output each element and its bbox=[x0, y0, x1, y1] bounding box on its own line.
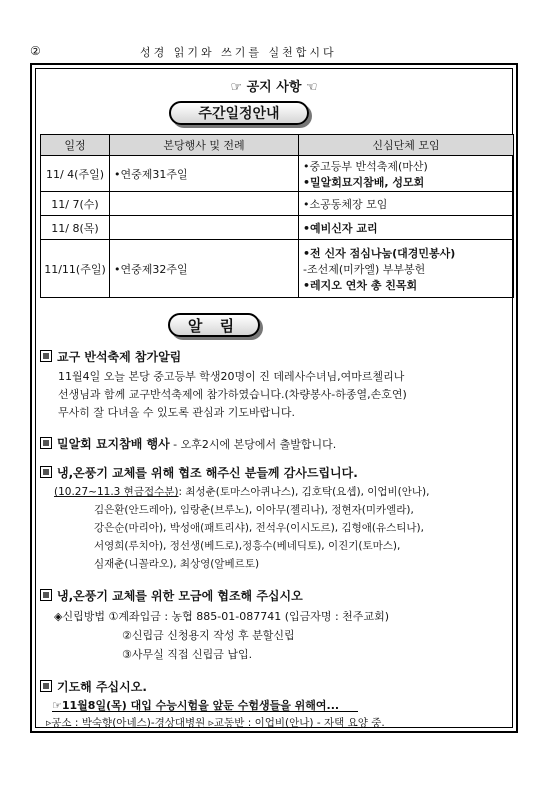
table-row bbox=[41, 216, 514, 240]
festival-line: 무사히 잘 다녀올 수 있도록 관심과 기도바랍니다. bbox=[58, 406, 295, 419]
group-line: •소공동체장 모임 bbox=[303, 197, 388, 211]
group-line: •전 신자 점심나눔(대경민봉사) bbox=[303, 246, 456, 260]
prayer-underline bbox=[52, 711, 358, 712]
festival-line: 선생님과 함께 교구반석축제에 참가하였습니다.(차량봉사-하종열,손호연) bbox=[58, 388, 407, 401]
row-parish bbox=[110, 216, 299, 240]
thanks-names: 강은순(마리아), 박성애(패트리샤), 전석우(이시도르), 김형애(유스티나), bbox=[94, 522, 424, 534]
thanks-line-first bbox=[54, 484, 430, 499]
group-line: •중고등부 반석축제(마산) bbox=[303, 159, 428, 173]
bulletin-frame bbox=[30, 63, 518, 733]
donation-line: ◈신립방법 ①계좌입금 : 농협 885-01-087741 (입금자명 : 천주교회) bbox=[54, 610, 389, 623]
donation-title: 냉,온풍기 교체를 위한 모금에 협조해 주십시오 bbox=[57, 589, 303, 603]
page-number: ② bbox=[30, 44, 41, 58]
donation-heading bbox=[40, 587, 303, 604]
row-date: 11/ 4(주일) bbox=[41, 156, 110, 192]
festival-title: 교구 반석축제 참가알림 bbox=[57, 350, 182, 364]
col-header-date: 일정 bbox=[41, 135, 110, 156]
festival-heading bbox=[40, 348, 181, 365]
row-parish bbox=[110, 192, 299, 216]
prayer-heading bbox=[40, 678, 147, 695]
square-bullet-icon bbox=[40, 466, 52, 478]
cemetery-heading bbox=[40, 435, 336, 452]
row-groups bbox=[299, 156, 514, 192]
thanks-names: 심재춘(니꼴라오), 최상영(알베르토) bbox=[94, 558, 260, 570]
table-row bbox=[41, 192, 514, 216]
square-bullet-icon bbox=[40, 589, 52, 601]
thanks-names: 김은환(안드레아), 임랑춘(브루노), 이아무(젤리나), 정현자(미카엘라), bbox=[94, 504, 414, 516]
page-motto: 성경 읽기와 쓰기를 실천합시다 bbox=[140, 46, 337, 59]
group-line: •예비신자 교리 bbox=[303, 221, 378, 235]
row-parish: •연중제32주일 bbox=[110, 240, 299, 298]
thanks-heading bbox=[40, 464, 358, 481]
row-date: 11/ 7(수) bbox=[41, 192, 110, 216]
festival-line: 11월4일 오늘 본당 중고등부 학생20명이 진 데레사수녀님,여마르첼리나 bbox=[58, 370, 405, 383]
donation-line: ②신립금 신청용지 작성 후 분할신립 bbox=[122, 629, 295, 642]
square-bullet-icon bbox=[40, 437, 52, 449]
schedule-table bbox=[40, 134, 514, 298]
prayer-title: 기도해 주십시오. bbox=[57, 680, 147, 694]
group-line: •레지오 연차 총 친목회 bbox=[303, 278, 418, 292]
prayer-subtitle: ☞11월8일(목) 대입 수능시험을 앞둔 수험생들을 위해여... bbox=[52, 699, 340, 712]
notice-title: ☞ 공지 사항 ☜ bbox=[230, 80, 318, 95]
cemetery-text: - 오후2시에 본당에서 출발합니다. bbox=[169, 438, 337, 451]
donation-line: ③사무실 직접 신립금 납입. bbox=[122, 648, 253, 661]
thanks-title: 냉,온풍기 교체를 위해 협조 해주신 분들께 감사드립니다. bbox=[57, 466, 358, 480]
thanks-period: (10.27~11.3 현금접수분) bbox=[54, 486, 179, 498]
table-row bbox=[41, 156, 514, 192]
row-date: 11/11(주일) bbox=[41, 240, 110, 298]
group-line: -조선제(미카엘) 부부봉헌 bbox=[303, 262, 426, 276]
thanks-names: 서영희(루치아), 정선생(베드로),정흥수(베네딕토), 이진기(토마스), bbox=[94, 540, 401, 552]
prayer-line: ▹공소 : 박숙향(아네스)-경상대병원 ▹교동반 : 이업비(안나) - 자택 요양 중. bbox=[46, 717, 385, 729]
cemetery-title: 밀알회 묘지참배 행사 bbox=[57, 437, 170, 451]
bulletin-inner-frame bbox=[35, 68, 513, 728]
alim-heading: 알 림 bbox=[168, 313, 260, 337]
schedule-header-row bbox=[41, 135, 514, 156]
row-date: 11/ 8(목) bbox=[41, 216, 110, 240]
table-row bbox=[41, 240, 514, 298]
group-line: •밀알회묘지참배, 성모회 bbox=[303, 175, 425, 189]
row-parish: •연중제31주일 bbox=[110, 156, 299, 192]
square-bullet-icon bbox=[40, 680, 52, 692]
thanks-names: : 최성춘(토마스아퀴나스), 김호탁(요셉), 이업비(안나), bbox=[178, 486, 430, 498]
col-header-groups: 신심단체 모임 bbox=[299, 135, 514, 156]
row-groups bbox=[299, 192, 514, 216]
row-groups bbox=[299, 240, 514, 298]
schedule-heading: 주간일정안내 bbox=[169, 101, 309, 125]
page-header-line bbox=[30, 44, 520, 60]
col-header-parish: 본당행사 및 전례 bbox=[110, 135, 299, 156]
square-bullet-icon bbox=[40, 350, 52, 362]
row-groups bbox=[299, 216, 514, 240]
